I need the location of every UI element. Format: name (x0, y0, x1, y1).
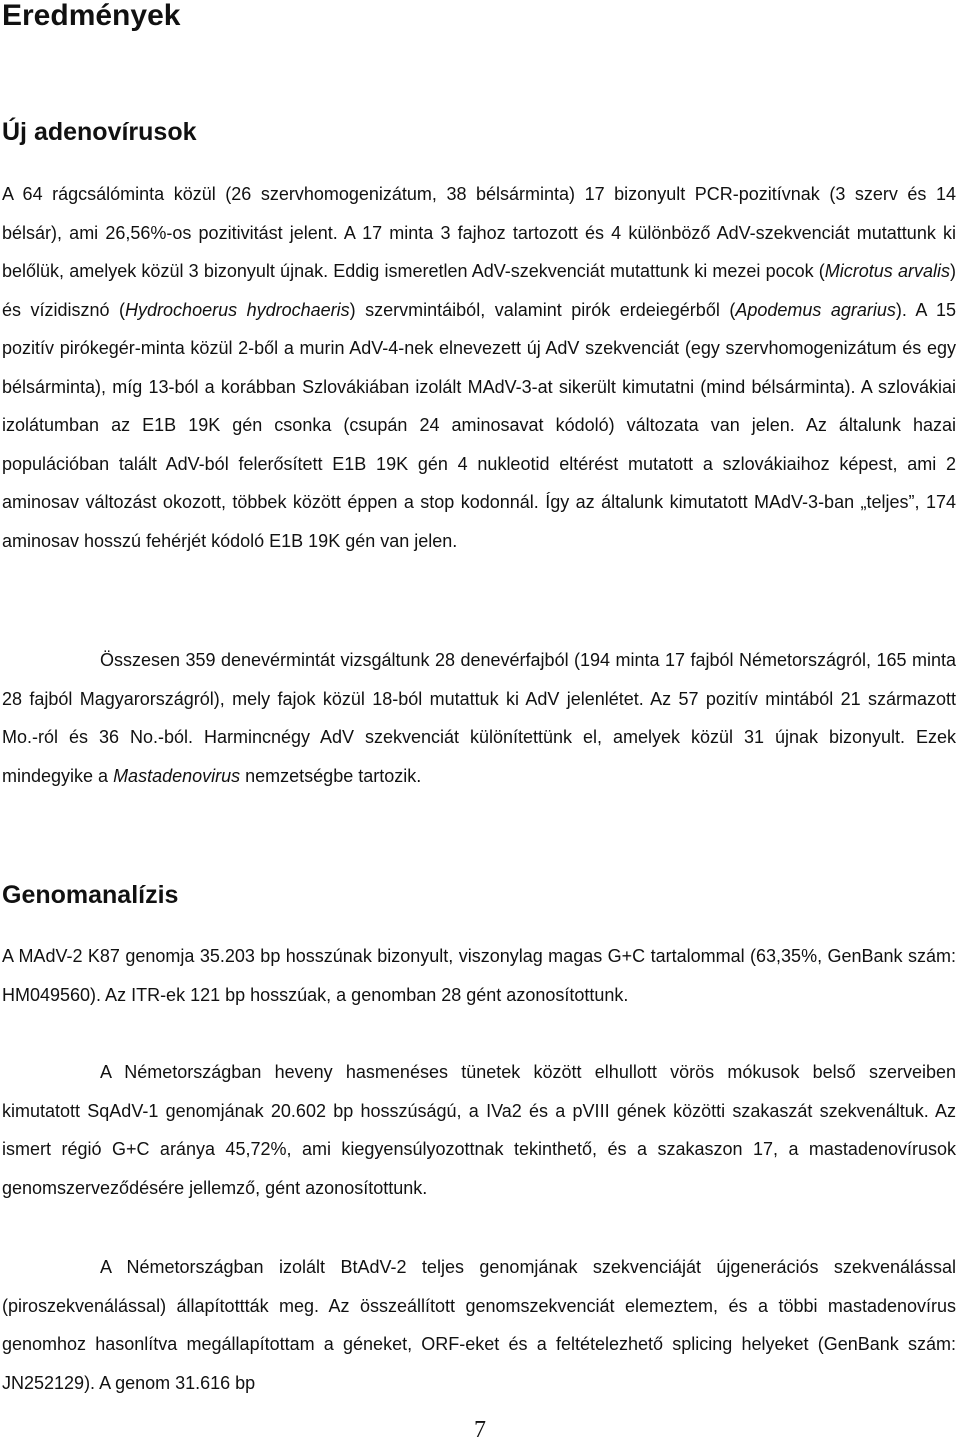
text-run: A Németországban heveny hasmenéses tünetek között elhullott vörös mókusok belső szerveiben kimutatott SqAdV-1 genomjának 20.602 bp hosszúságú, a IVa2 és a pVIII gének közötti szakaszát szekvenáltuk. Az ismert régió G+C aránya 45,72%, ami kiegyensúlyozottnak tekinthető, és a szakaszon 17, a mastadenovírusok genomszerveződésére jellemző, gént azonosítottunk. (2, 1062, 956, 1198)
page-title: Eredmények (2, 0, 181, 32)
text-run: ) és vízidisznó ( (2, 261, 957, 320)
italic-term: Mastadenovirus (113, 765, 241, 786)
text-run: nemzetségbe tartozik. (240, 765, 422, 786)
text-run: A 64 rágcsálóminta közül (26 szervhomogenizátum, 38 bélsárminta) 17 bizonyult PCR-pozitívnak (3 szerv és 14 bélsár), ami 26,56%-os pozitivitást jelent. A 17 minta 3 fajhoz tartozott és 4 különböző AdV-szekvenciát mutattunk ki belőlük, amelyek közül 3 bizonyult újnak. Eddig ismeretlen AdV-szekvenciát mutattunk ki mezei pocok ( (2, 184, 956, 281)
paragraph-adeno-1 (2, 175, 956, 560)
italic-term: Apodemus agrarius (735, 299, 896, 320)
paragraph-genom-2 (2, 1053, 956, 1207)
paragraph-genom-1 (2, 937, 956, 1014)
text-run: ) szervmintáiból, valamint pirók erdeiegérből ( (349, 299, 736, 320)
italic-term: Microtus arvalis (824, 261, 951, 281)
italic-term: Hydrochoerus hydrochaeris (125, 299, 350, 320)
page-number: 7 (474, 1417, 486, 1443)
section-heading-adenovirusok: Új adenovírusok (2, 118, 197, 146)
text-run: A Németországban izolált BtAdV-2 teljes genomjának szekvenciáját újgenerációs szekvenálással (piroszekvenálással) állapítottták meg. Az összeállított genomszekvenciát elemeztem, és a többi mastadenovírus genomhoz hasonlítva megállapítottam a géneket, ORF-eket és a feltételezhető splicing helyeket (GenBank szám: JN252129). A genom 31.616 bp (2, 1257, 956, 1393)
text-run: ). A 15 pozitív pirókegér-minta közül 2-ből a murin AdV-4-nek elnevezett új AdV szekvenciát (egy szervhomogenizátum és egy bélsárminta), míg 13-ból a korábban Szlovákiában izolált MAdV-3-at sikerült kimutatni (mind bélsárminta). A szlovákiai izolátumban az E1B 19K gén csonka (csupán 24 aminosavat kódoló) változata van jelen. Az általunk hazai populációban talált AdV-ból felerősített E1B 19K gén 4 nukleotid eltérést mutatott a szlovákiaihoz képest, ami 2 aminosav változást okozott, többek között éppen a stop kodonnál. Így az általunk kimutatott MAdV-3-ban „teljes”, 174 aminosav hosszú fehérjét kódoló E1B 19K gén van jelen. (2, 299, 956, 551)
paragraph-adeno-2 (2, 641, 956, 795)
section-heading-genomanalizis: Genomanalízis (2, 881, 179, 909)
text-run: Összesen 359 denevérmintát vizsgáltunk 28 denevérfajból (194 minta 17 fajból Németországról, 165 minta 28 fajból Magyarországról), mely fajok közül 18-ból mutattuk ki AdV jelenlétet. Az 57 pozitív mintából 21 származott Mo.-ról és 36 No.-ból. Harmincnégy AdV szekvenciát különítettünk el, amelyek közül 31 újnak bizonyult. Ezek mindegyike a (2, 650, 956, 786)
paragraph-genom-3 (2, 1248, 956, 1402)
text-run: A MAdV-2 K87 genomja 35.203 bp hosszúnak bizonyult, viszonylag magas G+C tartalommal (63,35%, GenBank szám: HM049560). Az ITR-ek 121 bp hosszúak, a genomban 28 gént azonosítottunk. (2, 946, 956, 1005)
